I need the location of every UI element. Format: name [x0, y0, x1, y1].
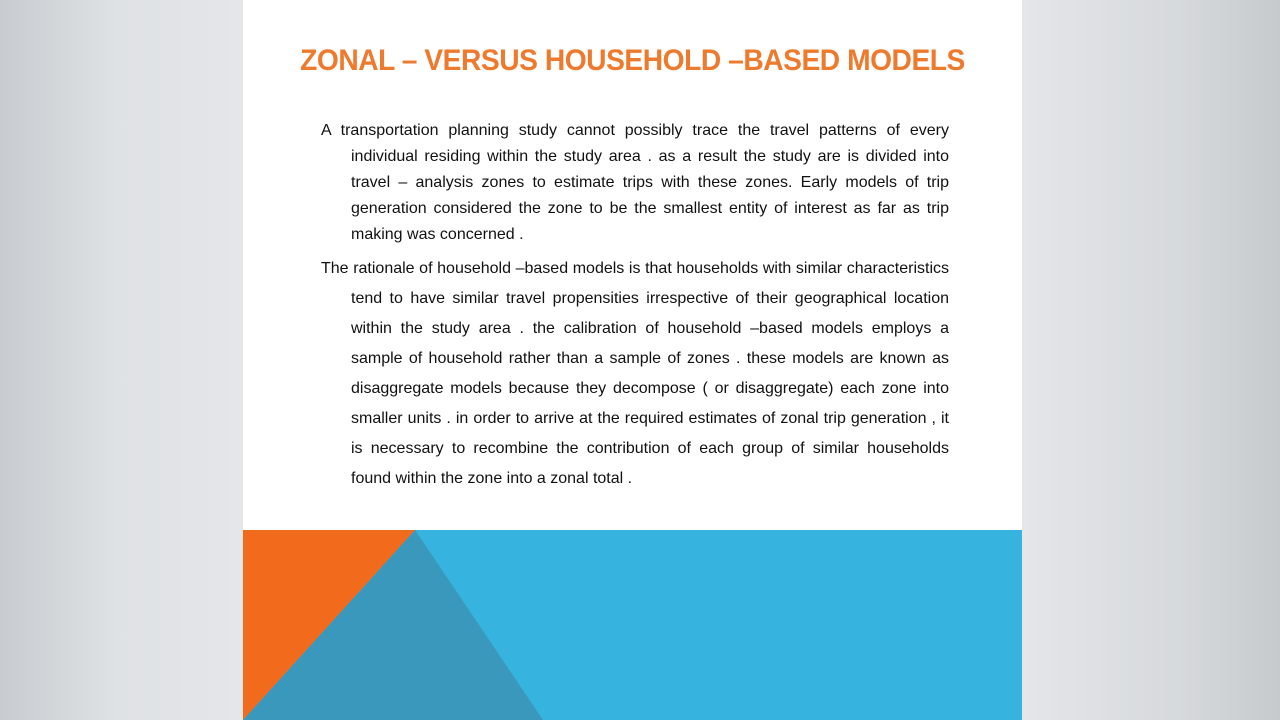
slide-body — [321, 118, 949, 494]
paragraph-zonal: A transportation planning study cannot possibly trace the travel patterns of every individual residing within the study area . as a result the study are is divided into travel – analysis zones to estimate trips with these zones. Early models of trip generation considered the zone to be the smallest entity of interest as far as trip making was concerned . — [321, 122, 949, 243]
background-right — [1022, 0, 1280, 720]
footer-graphic — [243, 530, 1022, 720]
slide — [243, 0, 1022, 720]
paragraph-household: The rationale of household –based models is that households with similar characteristics tend to have similar travel propensities irrespective of their geographical location within the study area . the calibration of household –based models employs a sample of household rather than a sample of zones . these models are known as disaggregate models because they decompose ( or disaggregate) each zone into smaller units . in order to arrive at the required estimates of zonal trip generation , it is necessary to recombine the contribution of each group of similar households found within the zone into a zonal total . — [321, 260, 949, 487]
slide-title: ZONAL – VERSUS HOUSEHOLD –BASED MODELS — [300, 44, 965, 77]
